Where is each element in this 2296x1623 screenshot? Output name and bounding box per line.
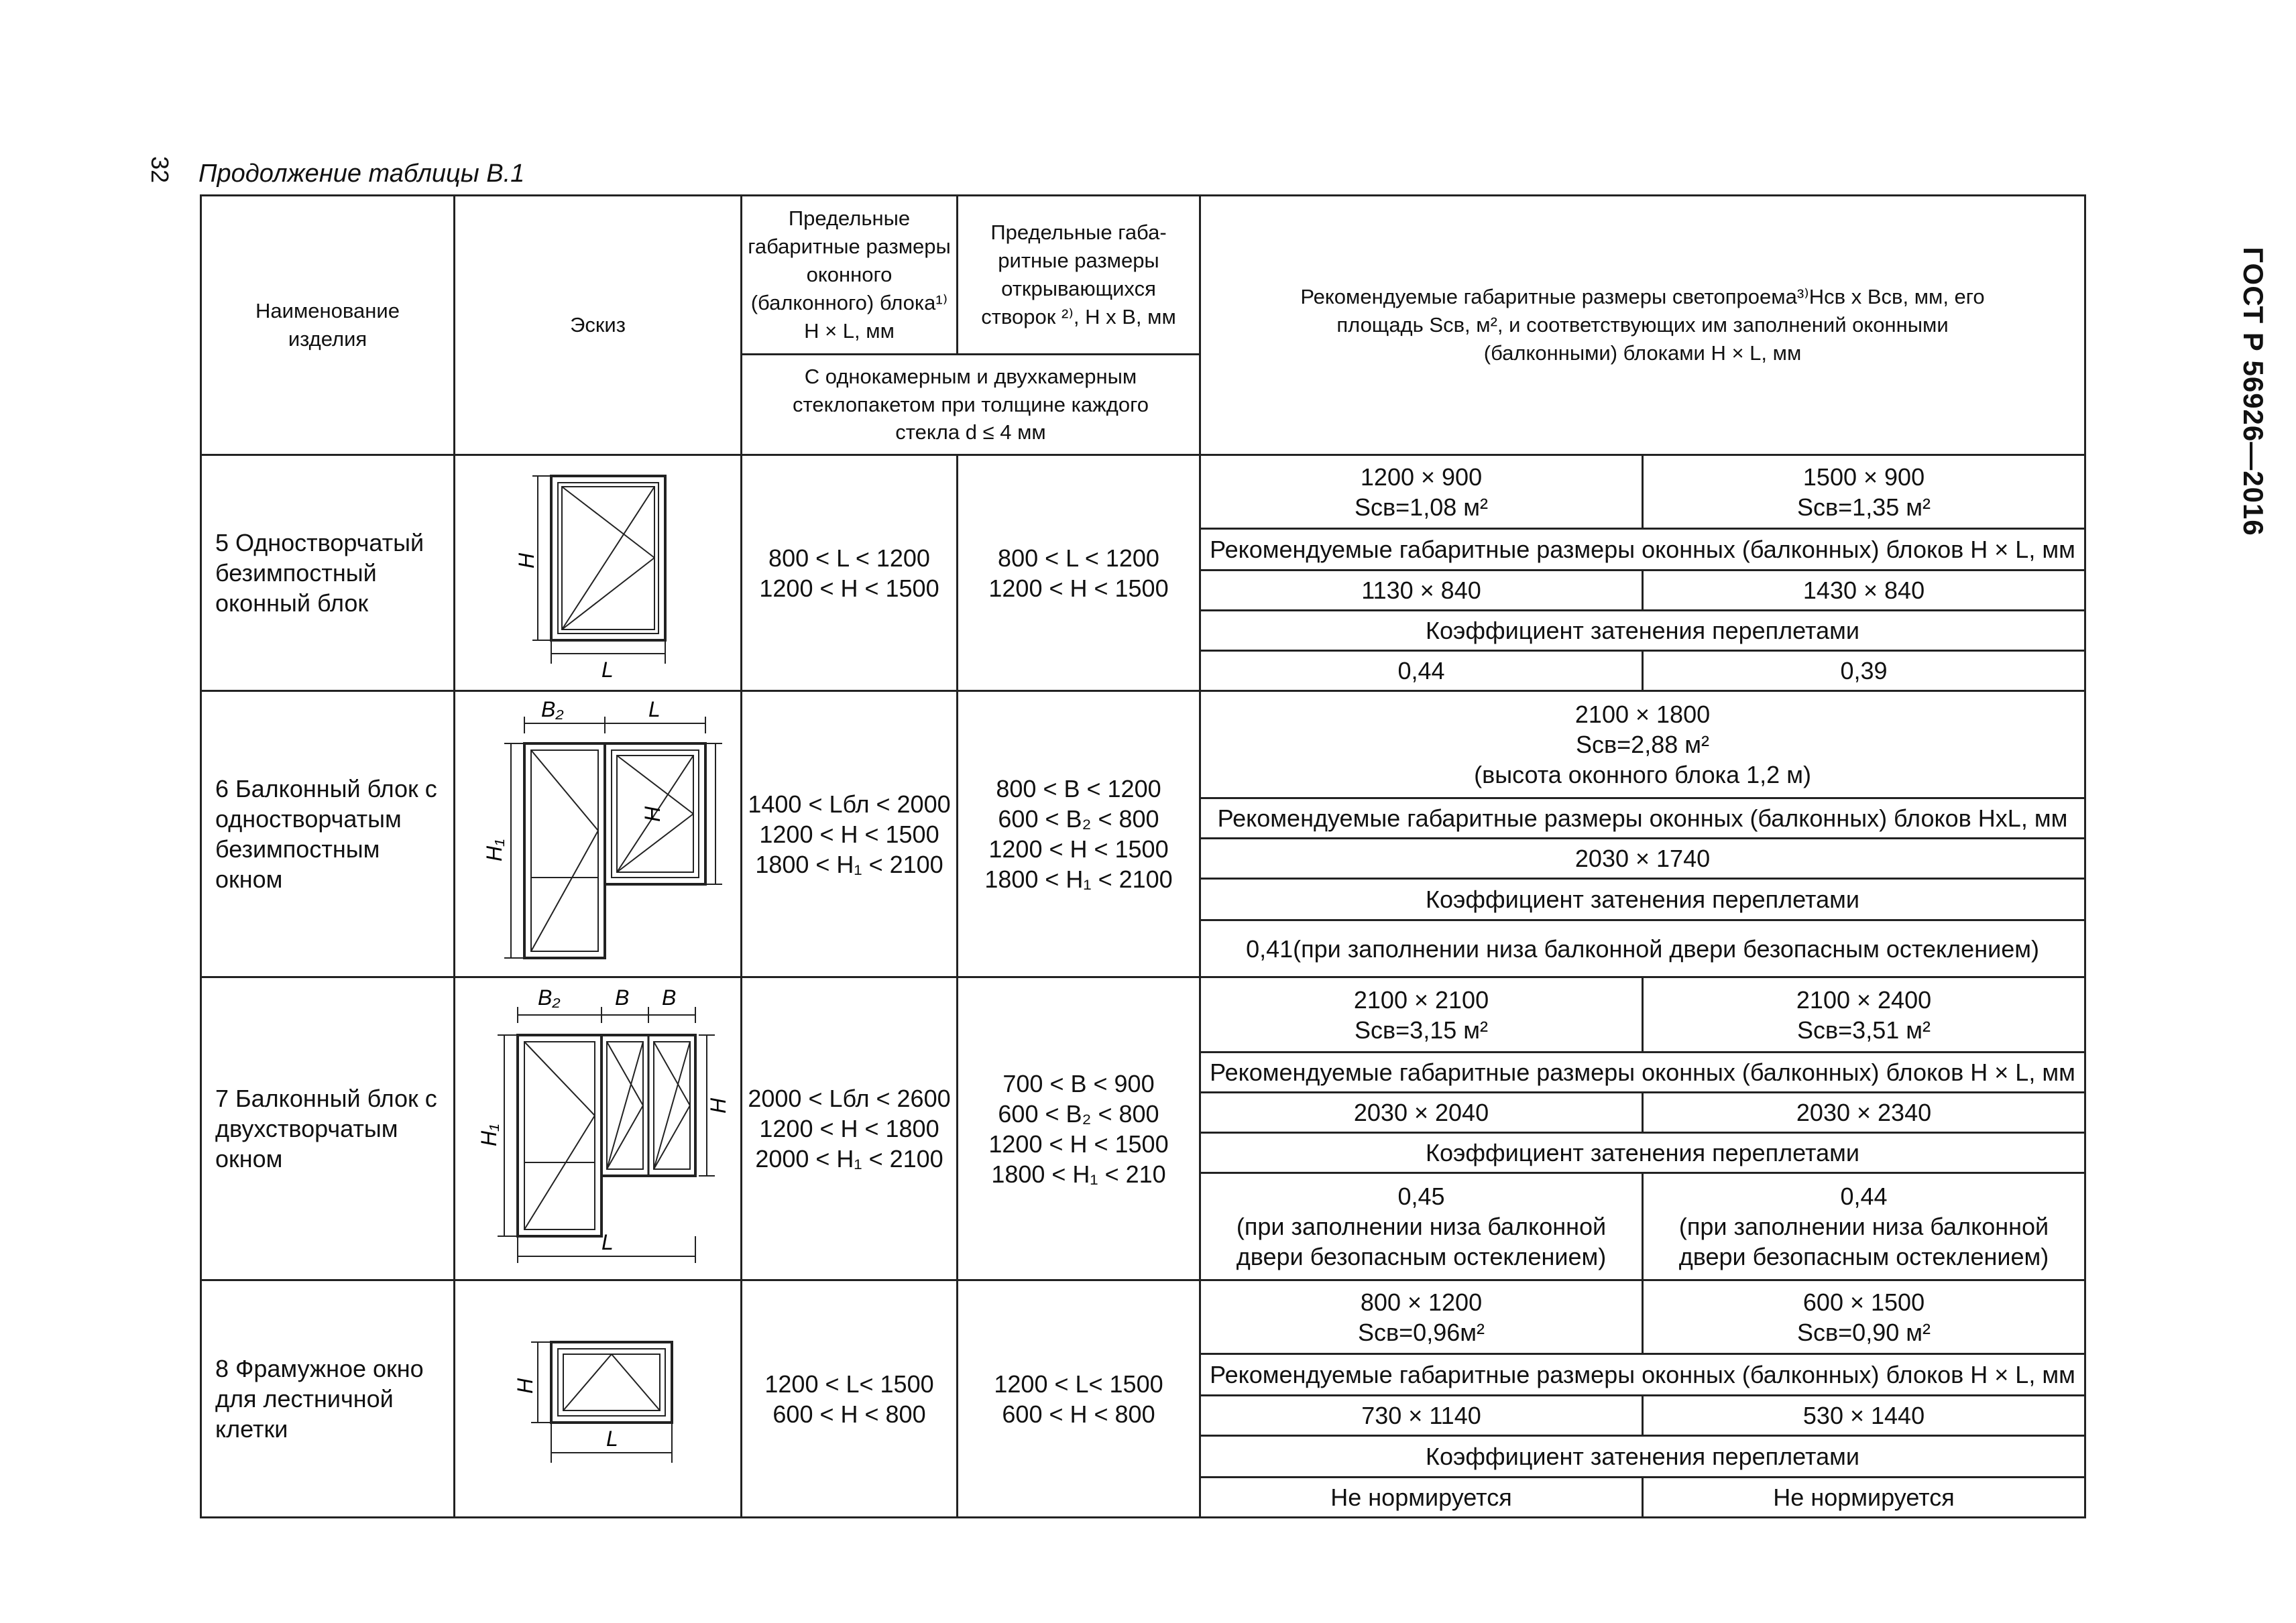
row5-name: 5 Одностворчатый безимпостный оконный блок xyxy=(201,455,455,691)
sketch-label-h1: H₁ xyxy=(476,1124,501,1146)
single-sash-window-icon xyxy=(511,463,685,684)
row5-blocks-title: Рекомендуемые габаритные размеры оконных (балконных) блоков H × L, мм xyxy=(1200,529,2085,570)
row7-limit-sash: 700 < B < 900 600 < B₂ < 800 1200 < H < 1500 1800 < H₁ < 210 xyxy=(958,977,1200,1280)
row5-shading-2: 0,39 xyxy=(1643,651,2085,691)
row8-blocks-title: Рекомендуемые габаритные размеры оконных (балконных) блоков H × L, мм xyxy=(1200,1354,2085,1396)
row5-shading-1: 0,44 xyxy=(1200,651,1643,691)
sketch-label-h1: H₁ xyxy=(481,839,506,861)
row5-opening-2: 1500 × 900 Sсв=1,35 м² xyxy=(1643,455,2085,529)
row8-shading-1: Не нормируется xyxy=(1200,1478,1643,1518)
sketch-label-l: L xyxy=(601,1229,614,1254)
row5-shading-title: Коэффициент затенения переплетами xyxy=(1200,611,2085,651)
row6-blocks-title: Рекомендуемые габаритные размеры оконных (балконных) блоков HxL, мм xyxy=(1200,798,2085,839)
row7-block-2: 2030 × 2340 xyxy=(1643,1093,2085,1133)
row7-block-1: 2030 × 2040 xyxy=(1200,1093,1643,1133)
row6-block: 2030 × 1740 xyxy=(1200,839,2085,879)
row6-shading: 0,41(при заполнении низа балконной двери безопасным остеклением) xyxy=(1200,920,2085,977)
row5-block-2: 1430 × 840 xyxy=(1643,570,2085,611)
row8-shading-2: Не нормируется xyxy=(1643,1478,2085,1518)
sketch-label-h: H xyxy=(705,1097,730,1114)
row8-limit-sash: 1200 < L< 1500 600 < H < 800 xyxy=(958,1280,1200,1518)
header-name: Наименование изделия xyxy=(201,196,455,455)
page-number: 32 xyxy=(146,156,174,184)
header-limit-block: Предельные габаритные размеры оконного (балконного) блока¹⁾ H × L, мм xyxy=(742,196,958,355)
row5-opening-1: 1200 × 900 Sсв=1,08 м² xyxy=(1200,455,1643,529)
row6-name: 6 Балконный блок с одностворчатым безимпостным окном xyxy=(201,691,455,977)
balcony-block-single-window-icon xyxy=(471,697,726,971)
row7-opening-2: 2100 × 2400 Sсв=3,51 м² xyxy=(1643,977,2085,1053)
header-recommended: Рекомендуемые габаритные размеры светопроема³⁾Hсв x Bсв, мм, его площадь Sсв, м², и соответствующих им заполнений оконными (балконными) блоками H × L, мм xyxy=(1200,196,2085,455)
row7-shading-2: 0,44 (при заполнении низа балконной двери безопасным остеклением) xyxy=(1643,1173,2085,1280)
sketch-label-b2: B₂ xyxy=(540,697,564,721)
sketch-label-h: H xyxy=(512,1378,537,1394)
row6-limit-block: 1400 < Lбл < 2000 1200 < H < 1500 1800 < H₁ < 2100 xyxy=(742,691,958,977)
row8-block-1: 730 × 1140 xyxy=(1200,1396,1643,1436)
sketch-label-l: L xyxy=(601,657,614,682)
row5-sketch xyxy=(455,455,742,691)
sketch-label-l: L xyxy=(606,1426,618,1451)
row6-opening: 2100 × 1800 Sсв=2,88 м² (высота оконного блока 1,2 м) xyxy=(1200,691,2085,798)
table-caption: Продолжение таблицы В.1 xyxy=(198,160,525,188)
transom-window-icon xyxy=(511,1322,685,1476)
row6-limit-sash: 800 < B < 1200 600 < B₂ < 800 1200 < H < 1500 1800 < H₁ < 2100 xyxy=(958,691,1200,977)
row8-opening-1: 800 × 1200 Sсв=0,96м² xyxy=(1200,1280,1643,1354)
header-limit-sash: Предельные габа-ритные размеры открывающихся створок ²⁾, H x B, мм xyxy=(958,196,1200,355)
row6-shading-title: Коэффициент затенения переплетами xyxy=(1200,879,2085,920)
row8-name: 8 Фрамужное окно для лестничной клетки xyxy=(201,1280,455,1518)
row7-name: 7 Балконный блок с двухстворчатым окном xyxy=(201,977,455,1280)
row6-sketch xyxy=(455,691,742,977)
row8-block-2: 530 × 1440 xyxy=(1643,1396,2085,1436)
row8-shading-title: Коэффициент затенения переплетами xyxy=(1200,1436,2085,1478)
sketch-label-b-2: B xyxy=(661,985,676,1010)
row7-opening-1: 2100 × 2100 Sсв=3,15 м² xyxy=(1200,977,1643,1053)
row7-sketch xyxy=(455,977,742,1280)
row5-block-1: 1130 × 840 xyxy=(1200,570,1643,611)
header-glazing: С однокамерным и двухкамерным стеклопакетом при толщине каждого стекла d ≤ 4 мм xyxy=(742,355,1200,455)
row5-limit-sash: 800 < L < 1200 1200 < H < 1500 xyxy=(958,455,1200,691)
header-sketch: Эскиз xyxy=(455,196,742,455)
row7-limit-block: 2000 < Lбл < 2600 1200 < H < 1800 2000 < H₁ < 2100 xyxy=(742,977,958,1280)
sketch-label-b: B xyxy=(614,985,629,1010)
standard-title: ГОСТ Р 56926—2016 xyxy=(2238,247,2269,536)
row7-shading-title: Коэффициент затенения переплетами xyxy=(1200,1133,2085,1173)
row8-limit-block: 1200 < L< 1500 600 < H < 800 xyxy=(742,1280,958,1518)
data-table xyxy=(200,194,2086,1518)
row8-sketch xyxy=(455,1280,742,1518)
row5-limit-block: 800 < L < 1200 1200 < H < 1500 xyxy=(742,455,958,691)
sketch-label-h: H xyxy=(640,806,665,822)
row7-shading-1: 0,45 (при заполнении низа балконной двери безопасным остеклением) xyxy=(1200,1173,1643,1280)
sketch-label-l: L xyxy=(648,697,661,721)
row8-opening-2: 600 × 1500 Sсв=0,90 м² xyxy=(1643,1280,2085,1354)
sketch-label-h: H xyxy=(514,552,538,568)
row7-blocks-title: Рекомендуемые габаритные размеры оконных (балконных) блоков H × L, мм xyxy=(1200,1053,2085,1093)
sketch-label-b2: B₂ xyxy=(537,985,561,1010)
balcony-block-double-window-icon xyxy=(471,981,730,1276)
